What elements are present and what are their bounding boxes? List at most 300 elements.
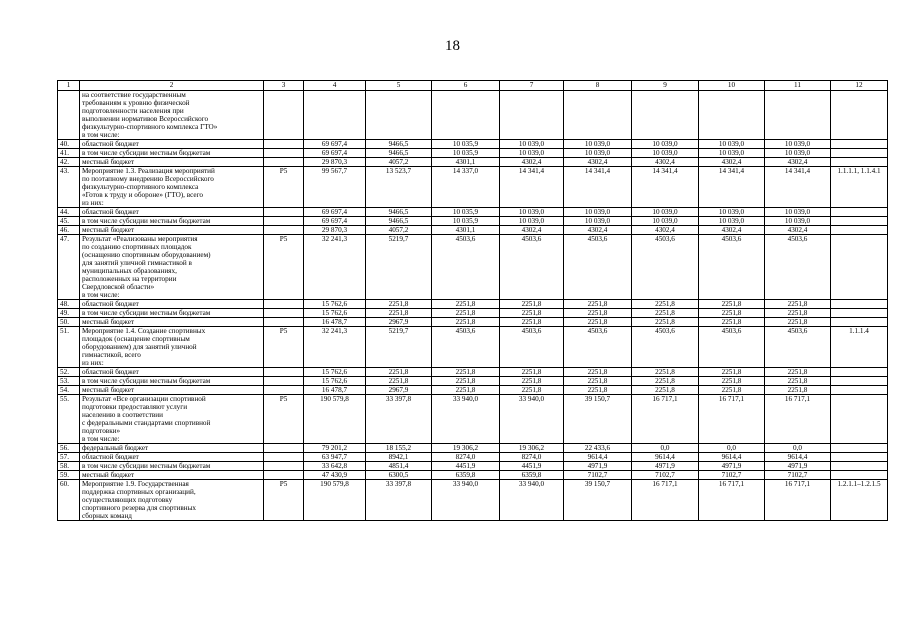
value-cell [831, 91, 888, 140]
value-cell: 10 039,0 [765, 149, 831, 158]
column-header: 5 [366, 81, 432, 91]
value-cell [831, 471, 888, 480]
table-row [58, 480, 888, 521]
value-cell: 33 397,8 [366, 480, 432, 521]
table-row [58, 300, 888, 309]
description-cell: федеральный бюджет [80, 444, 264, 453]
value-cell [831, 226, 888, 235]
value-cell: 4971,9 [699, 462, 765, 471]
value-cell [264, 158, 304, 167]
value-cell: 10 039,0 [699, 217, 765, 226]
value-cell: Р5 [264, 235, 304, 300]
value-cell: 10 039,0 [699, 149, 765, 158]
value-cell: 10 039,0 [500, 149, 564, 158]
value-cell: 2251,8 [432, 309, 500, 318]
value-cell [264, 309, 304, 318]
value-cell: 69 697,4 [304, 149, 366, 158]
value-cell: 4302,4 [699, 226, 765, 235]
value-cell: 99 567,7 [304, 167, 366, 208]
value-cell [831, 140, 888, 149]
table-row [58, 167, 888, 208]
value-cell: 6300,5 [366, 471, 432, 480]
value-cell [831, 217, 888, 226]
description-cell: Мероприятие 1.3. Реализация мероприятий по поэтапному внедрению Всероссийского физкультурно-спортивного комплекса «Готов к труду и обороне» (ГТО), всего из них: [80, 167, 264, 208]
value-cell: 10 039,0 [564, 217, 632, 226]
value-cell: 2251,8 [632, 377, 699, 386]
column-header: 11 [765, 81, 831, 91]
value-cell: 4302,4 [632, 226, 699, 235]
description-cell: областной бюджет [80, 208, 264, 217]
value-cell: 4301,1 [432, 158, 500, 167]
value-cell: 4503,6 [632, 327, 699, 368]
value-cell [831, 318, 888, 327]
value-cell [264, 318, 304, 327]
column-header: 1 [58, 81, 80, 91]
value-cell: 14 341,4 [500, 167, 564, 208]
description-cell: в том числе субсидии местным бюджетам [80, 377, 264, 386]
value-cell [264, 368, 304, 377]
value-cell [264, 453, 304, 462]
value-cell: 2251,8 [432, 377, 500, 386]
value-cell: 4503,6 [432, 327, 500, 368]
value-cell [264, 140, 304, 149]
value-cell: 4302,4 [564, 226, 632, 235]
value-cell: 2251,8 [564, 309, 632, 318]
value-cell: 4302,4 [699, 158, 765, 167]
value-cell: 10 039,0 [564, 149, 632, 158]
value-cell: 2251,8 [765, 318, 831, 327]
value-cell: 33 940,0 [500, 395, 564, 444]
value-cell: 9614,4 [632, 453, 699, 462]
value-cell: 19 306,2 [500, 444, 564, 453]
table-row [58, 226, 888, 235]
description-cell: местный бюджет [80, 386, 264, 395]
value-cell: 2251,8 [564, 368, 632, 377]
value-cell: 9614,4 [564, 453, 632, 462]
value-cell: 14 341,4 [699, 167, 765, 208]
value-cell: 39 150,7 [564, 480, 632, 521]
value-cell [831, 377, 888, 386]
row-number-cell: 41. [58, 149, 80, 158]
value-cell: 2251,8 [699, 377, 765, 386]
value-cell: 4503,6 [765, 327, 831, 368]
value-cell [366, 91, 432, 140]
value-cell: 2251,8 [366, 300, 432, 309]
value-cell: 10 039,0 [564, 208, 632, 217]
value-cell: 4302,4 [564, 158, 632, 167]
value-cell: Р5 [264, 167, 304, 208]
row-number-cell: 51. [58, 327, 80, 368]
value-cell: 15 762,6 [304, 309, 366, 318]
value-cell: 9466,5 [366, 217, 432, 226]
value-cell: 10 035,9 [432, 140, 500, 149]
value-cell [831, 208, 888, 217]
value-cell: 15 762,6 [304, 377, 366, 386]
description-cell: в том числе субсидии местным бюджетам [80, 149, 264, 158]
value-cell: 4503,6 [500, 327, 564, 368]
value-cell: 4503,6 [432, 235, 500, 300]
column-header: 3 [264, 81, 304, 91]
value-cell: 13 523,7 [366, 167, 432, 208]
value-cell: 4503,6 [765, 235, 831, 300]
value-cell: 9466,5 [366, 140, 432, 149]
table-row [58, 386, 888, 395]
value-cell: 79 201,2 [304, 444, 366, 453]
row-number-cell: 58. [58, 462, 80, 471]
value-cell [765, 91, 831, 140]
column-header: 7 [500, 81, 564, 91]
value-cell: 10 039,0 [765, 208, 831, 217]
value-cell [264, 226, 304, 235]
value-cell: 9466,5 [366, 208, 432, 217]
description-cell: Мероприятие 1.9. Государственная поддержка спортивных организаций, осуществляющих подготовку спортивного резерва для спортивных сборных команд [80, 480, 264, 521]
row-number-cell: 46. [58, 226, 80, 235]
row-number-cell [58, 91, 80, 140]
value-cell: 33 940,0 [500, 480, 564, 521]
table-row [58, 444, 888, 453]
value-cell: 4302,4 [632, 158, 699, 167]
value-cell [831, 444, 888, 453]
value-cell: 16 478,7 [304, 386, 366, 395]
table-row [58, 217, 888, 226]
table-row [58, 140, 888, 149]
value-cell: 2251,8 [366, 309, 432, 318]
value-cell: 1.1.1.1, 1.1.4.1 [831, 167, 888, 208]
value-cell: 0,0 [765, 444, 831, 453]
column-header: 12 [831, 81, 888, 91]
value-cell: 2251,8 [699, 318, 765, 327]
value-cell: 9466,5 [366, 149, 432, 158]
description-cell: на соответствие государственным требованиям к уровню физической подготовленности населения при выполнении нормативов Всероссийского физкультурно-спортивного комплекса ГТО» в том числе: [80, 91, 264, 140]
row-number-cell: 52. [58, 368, 80, 377]
column-header: 2 [80, 81, 264, 91]
value-cell: 2251,8 [564, 300, 632, 309]
value-cell: 16 717,1 [699, 395, 765, 444]
value-cell: 22 433,6 [564, 444, 632, 453]
value-cell: 1.2.1.1–1.2.1.5 [831, 480, 888, 521]
value-cell: 10 039,0 [500, 217, 564, 226]
value-cell [264, 300, 304, 309]
value-cell: 16 717,1 [699, 480, 765, 521]
value-cell: 69 697,4 [304, 208, 366, 217]
row-number-cell: 57. [58, 453, 80, 462]
value-cell: 2251,8 [500, 377, 564, 386]
value-cell: 190 579,8 [304, 395, 366, 444]
description-cell: Мероприятие 1.4. Создание спортивных площадок (оснащение спортивным оборудованием) для занятий уличной гимнастикой, всего из них: [80, 327, 264, 368]
value-cell: 4503,6 [500, 235, 564, 300]
row-number-cell: 44. [58, 208, 80, 217]
table-header-row [58, 81, 888, 91]
value-cell: 16 717,1 [765, 395, 831, 444]
value-cell: 2251,8 [366, 377, 432, 386]
value-cell: 10 039,0 [632, 149, 699, 158]
value-cell: 2251,8 [432, 300, 500, 309]
value-cell: 33 940,0 [432, 480, 500, 521]
value-cell: 190 579,8 [304, 480, 366, 521]
value-cell: 63 947,7 [304, 453, 366, 462]
description-cell: в том числе субсидии местным бюджетам [80, 309, 264, 318]
value-cell: 2251,8 [699, 368, 765, 377]
value-cell: 10 039,0 [632, 217, 699, 226]
value-cell: 8274,0 [500, 453, 564, 462]
value-cell [831, 462, 888, 471]
page-number: 18 [445, 38, 460, 54]
value-cell: 2251,8 [564, 386, 632, 395]
value-cell: 2251,8 [500, 386, 564, 395]
value-cell: 2967,9 [366, 318, 432, 327]
value-cell: 2251,8 [432, 368, 500, 377]
value-cell: 9614,4 [765, 453, 831, 462]
row-number-cell: 40. [58, 140, 80, 149]
row-number-cell: 48. [58, 300, 80, 309]
value-cell: 4971,9 [564, 462, 632, 471]
table-row [58, 149, 888, 158]
value-cell: 2251,8 [632, 386, 699, 395]
value-cell [831, 368, 888, 377]
value-cell: 19 306,2 [432, 444, 500, 453]
value-cell: 10 035,9 [432, 208, 500, 217]
row-number-cell: 53. [58, 377, 80, 386]
value-cell: 10 039,0 [500, 208, 564, 217]
value-cell: 2251,8 [765, 377, 831, 386]
value-cell: 2251,8 [632, 309, 699, 318]
value-cell: 2251,8 [500, 300, 564, 309]
value-cell: 29 870,3 [304, 158, 366, 167]
value-cell [264, 377, 304, 386]
description-cell: областной бюджет [80, 300, 264, 309]
column-header: 9 [632, 81, 699, 91]
value-cell: 16 717,1 [632, 480, 699, 521]
value-cell [632, 91, 699, 140]
value-cell [699, 91, 765, 140]
value-cell: 2251,8 [699, 386, 765, 395]
row-number-cell: 49. [58, 309, 80, 318]
value-cell: 4851,4 [366, 462, 432, 471]
row-number-cell: 56. [58, 444, 80, 453]
table-row [58, 395, 888, 444]
row-number-cell: 60. [58, 480, 80, 521]
value-cell: 2251,8 [432, 318, 500, 327]
value-cell: 15 762,6 [304, 368, 366, 377]
description-cell: областной бюджет [80, 453, 264, 462]
budget-table [57, 80, 888, 521]
value-cell: Р5 [264, 480, 304, 521]
value-cell: 14 341,4 [564, 167, 632, 208]
value-cell [831, 158, 888, 167]
value-cell: 10 039,0 [699, 208, 765, 217]
table-row [58, 453, 888, 462]
value-cell [264, 149, 304, 158]
value-cell: 0,0 [632, 444, 699, 453]
table-row [58, 208, 888, 217]
table-row [58, 471, 888, 480]
value-cell: 0,0 [699, 444, 765, 453]
value-cell: 4503,6 [699, 235, 765, 300]
row-number-cell: 54. [58, 386, 80, 395]
value-cell [264, 444, 304, 453]
row-number-cell: 45. [58, 217, 80, 226]
value-cell: 1.1.1.4 [831, 327, 888, 368]
value-cell: 10 039,0 [699, 140, 765, 149]
value-cell: 2251,8 [765, 368, 831, 377]
value-cell: 6359,8 [432, 471, 500, 480]
value-cell: 16 717,1 [765, 480, 831, 521]
value-cell: 10 039,0 [765, 140, 831, 149]
value-cell: 4503,6 [632, 235, 699, 300]
value-cell: 7102,7 [632, 471, 699, 480]
value-cell: 7102,7 [564, 471, 632, 480]
table-row [58, 235, 888, 300]
value-cell: 4503,6 [699, 327, 765, 368]
description-cell: местный бюджет [80, 158, 264, 167]
value-cell: 14 341,4 [632, 167, 699, 208]
value-cell: 2251,8 [366, 368, 432, 377]
value-cell: 4451,9 [432, 462, 500, 471]
value-cell: 4971,9 [632, 462, 699, 471]
table-row [58, 327, 888, 368]
value-cell: 4451,9 [500, 462, 564, 471]
value-cell [304, 91, 366, 140]
value-cell [264, 471, 304, 480]
value-cell: 4057,2 [366, 158, 432, 167]
description-cell: областной бюджет [80, 368, 264, 377]
description-cell: в том числе субсидии местным бюджетам [80, 217, 264, 226]
value-cell: 47 430,9 [304, 471, 366, 480]
value-cell [432, 91, 500, 140]
value-cell [831, 309, 888, 318]
value-cell: 10 039,0 [632, 208, 699, 217]
value-cell: 5219,7 [366, 327, 432, 368]
value-cell: 33 940,0 [432, 395, 500, 444]
value-cell: 69 697,4 [304, 140, 366, 149]
value-cell: 14 337,0 [432, 167, 500, 208]
value-cell: 4302,4 [765, 226, 831, 235]
value-cell: 2251,8 [500, 309, 564, 318]
value-cell: 4302,4 [500, 226, 564, 235]
value-cell: 15 762,6 [304, 300, 366, 309]
value-cell: 2251,8 [765, 309, 831, 318]
value-cell [264, 386, 304, 395]
value-cell: 2251,8 [765, 386, 831, 395]
value-cell [831, 149, 888, 158]
value-cell: 10 035,9 [432, 217, 500, 226]
description-cell: местный бюджет [80, 318, 264, 327]
value-cell: 18 155,2 [366, 444, 432, 453]
table-row [58, 91, 888, 140]
description-cell: в том числе субсидии местным бюджетам [80, 462, 264, 471]
value-cell: 5219,7 [366, 235, 432, 300]
value-cell: 16 717,1 [632, 395, 699, 444]
value-cell: 2251,8 [564, 318, 632, 327]
value-cell: 10 039,0 [765, 217, 831, 226]
column-header: 4 [304, 81, 366, 91]
value-cell: 2967,9 [366, 386, 432, 395]
column-header: 8 [564, 81, 632, 91]
value-cell: 14 341,4 [765, 167, 831, 208]
value-cell: 2251,8 [564, 377, 632, 386]
value-cell: 2251,8 [432, 386, 500, 395]
value-cell [831, 386, 888, 395]
table-row [58, 377, 888, 386]
value-cell [564, 91, 632, 140]
value-cell: 16 478,7 [304, 318, 366, 327]
value-cell: 8274,0 [432, 453, 500, 462]
row-number-cell: 47. [58, 235, 80, 300]
value-cell: 4302,4 [765, 158, 831, 167]
value-cell [264, 208, 304, 217]
value-cell: 10 035,9 [432, 149, 500, 158]
value-cell: 10 039,0 [564, 140, 632, 149]
value-cell: 4503,6 [564, 235, 632, 300]
value-cell: 2251,8 [632, 318, 699, 327]
value-cell: 4971,9 [765, 462, 831, 471]
value-cell: 8942,1 [366, 453, 432, 462]
value-cell: 4057,2 [366, 226, 432, 235]
value-cell: Р5 [264, 327, 304, 368]
value-cell [831, 300, 888, 309]
table-row [58, 462, 888, 471]
row-number-cell: 42. [58, 158, 80, 167]
value-cell: 9614,4 [699, 453, 765, 462]
value-cell: 33 642,8 [304, 462, 366, 471]
value-cell [831, 395, 888, 444]
value-cell [831, 235, 888, 300]
value-cell: 2251,8 [699, 300, 765, 309]
value-cell: Р5 [264, 395, 304, 444]
description-cell: областной бюджет [80, 140, 264, 149]
value-cell: 4503,6 [564, 327, 632, 368]
value-cell: 2251,8 [765, 300, 831, 309]
value-cell: 2251,8 [632, 300, 699, 309]
row-number-cell: 59. [58, 471, 80, 480]
description-cell: Результат «Все организации спортивной подготовки предоставляют услуги населению в соответствии с федеральными стандартами спортивной подготовки» в том числе: [80, 395, 264, 444]
row-number-cell: 43. [58, 167, 80, 208]
value-cell: 32 241,3 [304, 235, 366, 300]
value-cell: 29 870,3 [304, 226, 366, 235]
value-cell: 10 039,0 [632, 140, 699, 149]
row-number-cell: 55. [58, 395, 80, 444]
value-cell [500, 91, 564, 140]
value-cell: 4302,4 [500, 158, 564, 167]
value-cell: 33 397,8 [366, 395, 432, 444]
table-row [58, 158, 888, 167]
value-cell: 2251,8 [632, 368, 699, 377]
value-cell: 10 039,0 [500, 140, 564, 149]
row-number-cell: 50. [58, 318, 80, 327]
value-cell: 69 697,4 [304, 217, 366, 226]
description-cell: Результат «Реализованы мероприятия по созданию спортивных площадок (оснащению спортивным оборудованием) для занятий уличной гимнастикой в муниципальных образованиях, расположенных на территории Свердловской области» в том числе: [80, 235, 264, 300]
value-cell: 6359,8 [500, 471, 564, 480]
value-cell [831, 453, 888, 462]
value-cell [264, 462, 304, 471]
value-cell [264, 217, 304, 226]
value-cell [264, 91, 304, 140]
value-cell: 39 150,7 [564, 395, 632, 444]
description-cell: местный бюджет [80, 471, 264, 480]
value-cell: 7102,7 [699, 471, 765, 480]
table-row [58, 368, 888, 377]
value-cell: 2251,8 [500, 368, 564, 377]
value-cell: 4301,1 [432, 226, 500, 235]
value-cell: 32 241,3 [304, 327, 366, 368]
column-header: 10 [699, 81, 765, 91]
column-header: 6 [432, 81, 500, 91]
value-cell: 2251,8 [699, 309, 765, 318]
value-cell: 7102,7 [765, 471, 831, 480]
table-row [58, 309, 888, 318]
table-row [58, 318, 888, 327]
value-cell: 2251,8 [500, 318, 564, 327]
